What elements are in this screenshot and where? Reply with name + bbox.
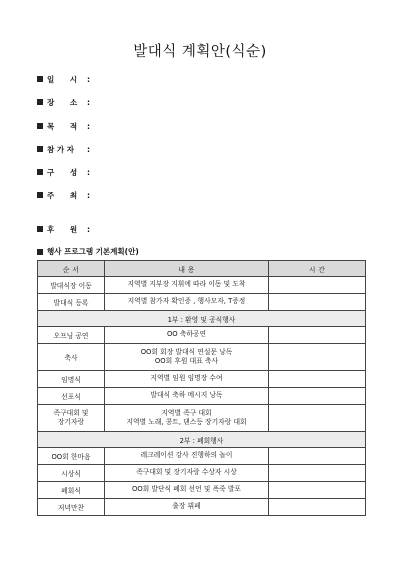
table-row [38,448,366,465]
program-table [37,260,366,516]
col-header-time: 시 간 [269,261,366,277]
time-cell[interactable] [269,327,366,344]
content-text: 레크레이션 강사 진행하의 놀이 [140,451,233,460]
order-cell: 발대식 등록 [38,294,105,311]
content-cell [105,448,269,465]
content-text: OO 축하공연 [166,330,207,339]
content-text: OO회 후원 대표 축사 [154,357,219,365]
order-cell: 시상식 [38,465,105,482]
table-row [38,294,366,311]
content-cell [105,344,269,371]
content-text: 지역별 족구 대회 [161,408,212,417]
info-field [37,120,90,132]
section-row [38,311,366,327]
square-bullet-icon [37,249,43,255]
order-cell: 저녁만찬 [38,499,105,516]
content-cell [105,327,269,344]
table-row [38,327,366,344]
time-cell[interactable] [269,294,366,311]
content-cell [105,277,269,294]
table-row [38,499,366,516]
table-header-row [38,261,366,277]
info-field-label: 구 성 [47,167,78,177]
content-cell [105,371,269,388]
info-field [37,143,90,155]
info-field-separator: : [87,167,90,177]
content-text: 출장 뷔페 [172,502,201,511]
order-text: 족구대회 및 [53,408,89,417]
table-row [38,482,366,499]
info-field [37,189,90,201]
time-cell[interactable] [269,405,366,432]
col-header-order: 순 서 [38,261,105,277]
section-label: 1부 : 환영 및 공식행사 [38,311,366,327]
content-text: 지역별 노래, 콩트, 댄스등 장기자랑 대회 [126,418,247,426]
content-cell [105,388,269,405]
info-field-separator: : [87,144,90,154]
square-bullet-icon [37,99,43,105]
square-bullet-icon [37,123,43,129]
table-row [38,277,366,294]
info-field-separator: : [87,97,90,107]
table-row [38,371,366,388]
table-row [38,465,366,482]
info-field-label: 목 적 [47,121,78,131]
info-field-label: 장 소 [47,97,78,107]
order-text: 장기자랑 [57,418,85,426]
info-field [37,166,90,178]
square-bullet-icon [37,192,43,198]
content-text: 지역별 참가자 확인증 , 행사모자, T증정 [127,297,246,306]
order-cell: 임명식 [38,371,105,388]
info-field [37,96,90,108]
info-field-separator: : [87,121,90,131]
square-bullet-icon [37,226,43,232]
time-cell[interactable] [269,482,366,499]
order-cell: 축사 [38,344,105,371]
program-heading [37,246,139,257]
content-cell [105,499,269,516]
info-field-label: 참 가 자 [47,144,74,154]
info-field-separator: : [87,224,90,234]
table-row [38,344,366,371]
time-cell[interactable] [269,388,366,405]
time-cell[interactable] [269,371,366,388]
order-cell: 폐회식 [38,482,105,499]
order-cell [38,405,105,432]
section-label: 2부 : 폐회행사 [38,432,366,448]
info-field-label: 후 원 [47,224,78,234]
table-row [38,388,366,405]
square-bullet-icon [37,146,43,152]
info-field-label: 일 시 [47,74,78,84]
content-text: OO회 회장 발대식 연설문 낭독 [140,347,233,356]
info-field [37,73,90,85]
content-text: 족구대회 및 장기자랑 수상자 시상 [136,468,237,477]
info-field-separator: : [87,190,90,200]
time-cell[interactable] [269,448,366,465]
page-title: 발대식 계획안(식순) [133,44,267,60]
content-cell [105,294,269,311]
order-cell: OO회 한마음 [38,448,105,465]
content-text: 지역별 임원 임명장 수여 [150,374,223,383]
order-cell: 오프닝 공연 [38,327,105,344]
content-text: OO회 발단식 폐회 선언 및 폭죽 발포 [131,485,242,494]
time-cell[interactable] [269,344,366,371]
info-field-label: 주 최 [47,190,78,200]
time-cell[interactable] [269,465,366,482]
content-text: 발대식 축하 메시지 낭독 [150,391,223,400]
section-row [38,432,366,448]
square-bullet-icon [37,76,43,82]
content-cell [105,482,269,499]
program-heading-label: 행사 프로그램 기본계획(안) [47,247,139,256]
order-cell: 선포식 [38,388,105,405]
time-cell[interactable] [269,277,366,294]
info-field-separator: : [87,74,90,84]
content-cell [105,465,269,482]
content-text: 지역별 지부장 지휘에 따라 이동 및 도착 [127,280,246,289]
time-cell[interactable] [269,499,366,516]
content-cell [105,405,269,432]
order-cell: 발대식장 이동 [38,277,105,294]
table-row [38,405,366,432]
col-header-content: 내 용 [105,261,269,277]
info-field [37,223,90,235]
square-bullet-icon [37,169,43,175]
